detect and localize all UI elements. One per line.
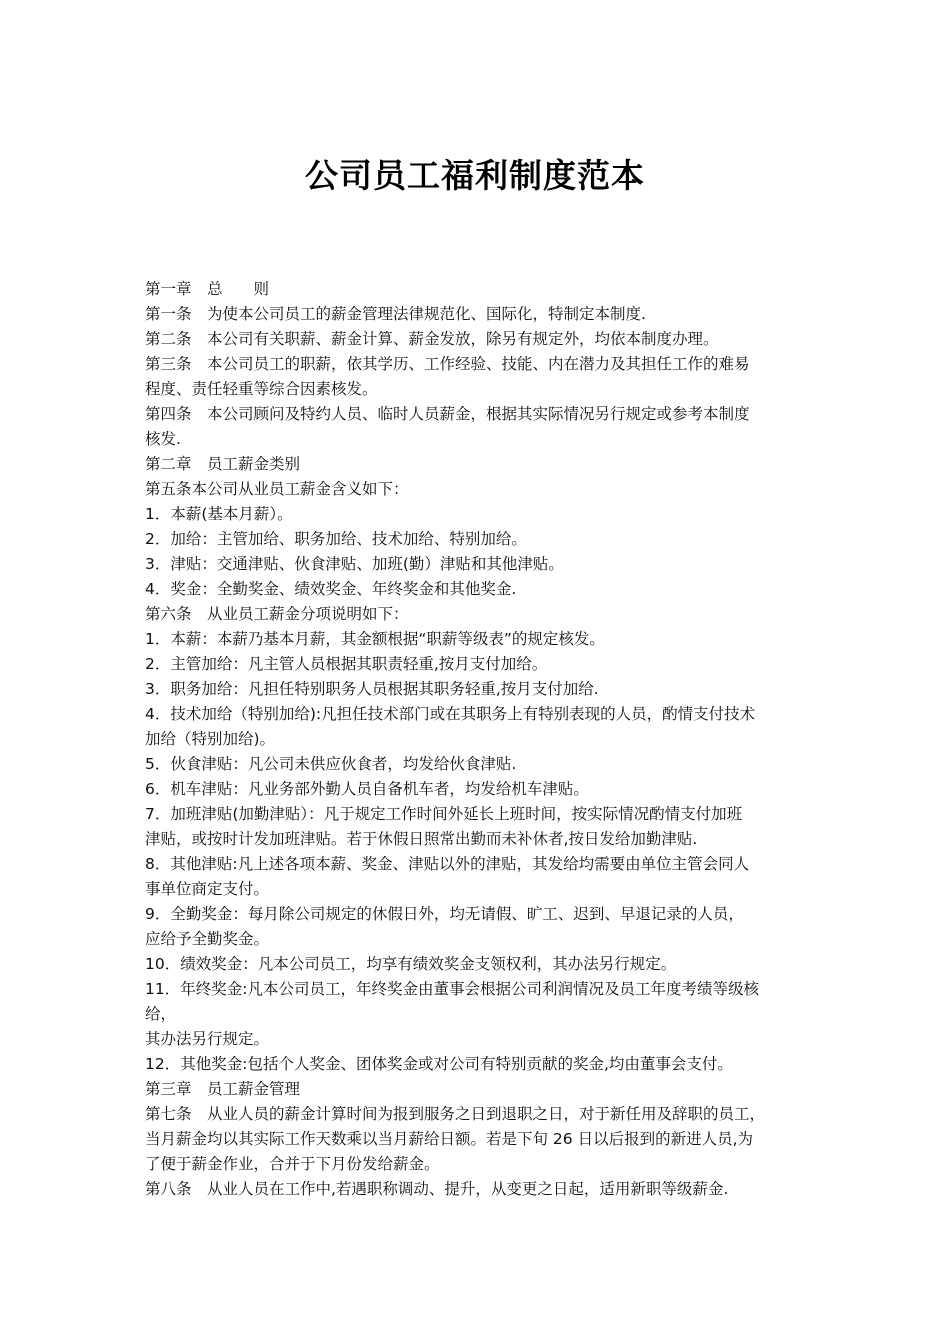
list-item: 3．职务加给：凡担任特别职务人员根据其职务轻重,按月支付加给. <box>145 680 599 698</box>
article-line: 了便于薪金作业，合并于下月份发给薪金。 <box>145 1155 440 1173</box>
chapter-heading: 第一章 总 则 <box>145 280 270 298</box>
article-line: 第二条 本公司有关职薪、薪金计算、薪金发放，除另有规定外，均依本制度办理。 <box>145 330 719 348</box>
list-item: 6．机车津贴：凡业务部外勤人员自备机车者，均发给机车津贴。 <box>145 780 589 798</box>
list-item: 加给（特别加给)。 <box>145 730 276 748</box>
list-item: 1．本薪(基本月薪）。 <box>145 505 293 523</box>
article-line: 第三条 本公司员工的职薪，依其学历、工作经验、技能、内在潜力及其担任工作的难易 <box>145 355 750 373</box>
chapter-heading: 第二章 员工薪金类别 <box>145 455 301 473</box>
list-item: 9．全勤奖金：每月除公司规定的休假日外，均无请假、旷工、迟到、早退记录的人员， <box>145 905 744 923</box>
article-line: 第八条 从业人员在工作中,若遇职称调动、提升，从变更之日起，适用新职等级薪金. <box>145 1180 729 1198</box>
article-line: 第七条 从业人员的薪金计算时间为报到服务之日到退职之日，对于新任用及辞职的员工， <box>145 1105 766 1123</box>
list-item: 5．伙食津贴：凡公司未供应伙食者，均发给伙食津贴. <box>145 755 517 773</box>
list-item: 2．加给：主管加给、职务加给、技术加给、特别加给。 <box>145 530 527 548</box>
list-item: 2．主管加给：凡主管人员根据其职责轻重,按月支付加给。 <box>145 655 548 673</box>
list-item: 3．津贴：交通津贴、伙食津贴、加班(勤）津贴和其他津贴。 <box>145 555 564 573</box>
list-item: 事单位商定支付。 <box>145 880 270 898</box>
article-line: 第一条 为使本公司员工的薪金管理法律规范化、国际化，特制定本制度. <box>145 305 646 323</box>
list-item: 津贴，或按时计发加班津贴。若于休假日照常出勤而未补休者,按日发给加勤津贴. <box>145 830 698 848</box>
list-item: 应给予全勤奖金。 <box>145 930 270 948</box>
list-item: 1．本薪：本薪乃基本月薪，其金额根据“职薪等级表”的规定核发。 <box>145 630 605 648</box>
list-item: 其办法另行规定。 <box>145 1030 270 1048</box>
article-line: 第六条 从业员工薪金分项说明如下： <box>145 605 409 623</box>
document-body <box>145 277 810 1202</box>
article-line: 当月薪金均以其实际工作天数乘以当月薪给日额。若是下旬 26 日以后报到的新进人员,为 <box>145 1130 754 1148</box>
list-item: 给， <box>145 1005 177 1023</box>
article-line: 第五条本公司从业员工薪金含义如下： <box>145 480 409 498</box>
article-line: 程度、责任轻重等综合因素核发。 <box>145 380 378 398</box>
article-line: 核发. <box>145 430 181 448</box>
chapter-heading: 第三章 员工薪金管理 <box>145 1080 301 1098</box>
list-item: 10．绩效奖金：凡本公司员工，均享有绩效奖金支领权利，其办法另行规定。 <box>145 955 677 973</box>
list-item: 12．其他奖金:包括个人奖金、团体奖金或对公司有特别贡献的奖金,均由董事会支付。 <box>145 1055 733 1073</box>
list-item: 4．奖金：全勤奖金、绩效奖金、年终奖金和其他奖金. <box>145 580 517 598</box>
list-item: 8．其他津贴:凡上述各项本薪、奖金、津贴以外的津贴，其发给均需要由单位主管会同人 <box>145 855 750 873</box>
list-item: 7．加班津贴(加勤津贴）：凡于规定工作时间外延长上班时间，按实际情况酌情支付加班 <box>145 805 743 823</box>
document-title: 公司员工福利制度范本 <box>305 156 645 195</box>
list-item: 4．技术加给（特别加给):凡担任技术部门或在其职务上有特别表现的人员，酌情支付技术 <box>145 705 756 723</box>
article-line: 第四条 本公司顾问及特约人员、临时人员薪金，根据其实际情况另行规定或参考本制度 <box>145 405 750 423</box>
list-item: 11．年终奖金:凡本公司员工，年终奖金由董事会根据公司利润情况及员工年度考绩等级核 <box>145 980 759 998</box>
